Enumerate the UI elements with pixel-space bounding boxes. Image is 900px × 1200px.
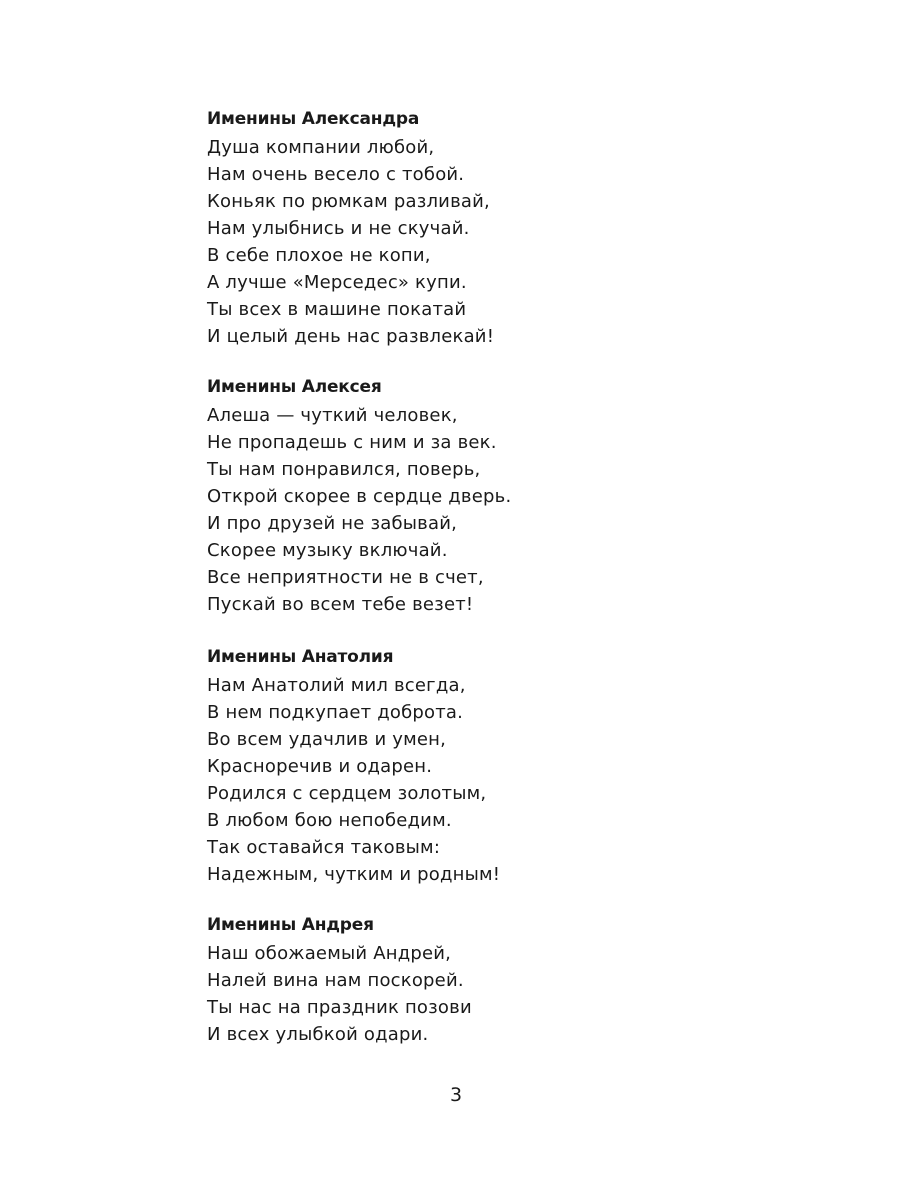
poem-line: Пускай во всем тебе везет!	[207, 594, 474, 615]
poem-line: Родился с сердцем золотым,	[207, 783, 487, 804]
poem-line: Ты нам понравился, поверь,	[207, 459, 481, 480]
poem-line: Нам очень весело с тобой.	[207, 164, 465, 185]
poem-line: Ты всех в машине покатай	[207, 299, 467, 320]
poem-line: Ты нас на праздник позови	[207, 997, 472, 1018]
poem-line: Наш обожаемый Андрей,	[207, 943, 452, 964]
poem-line: И всех улыбкой одари.	[207, 1024, 429, 1045]
poem-title: Именины Андрея	[207, 915, 374, 935]
poem-line: Нам улыбнись и не скучай.	[207, 218, 470, 239]
page-number: 3	[450, 1084, 463, 1106]
poem-title: Именины Александра	[207, 109, 420, 129]
poem-line: А лучше «Мерседес» купи.	[207, 272, 467, 293]
poem-line: Коньяк по рюмкам разливай,	[207, 191, 490, 212]
poem-title: Именины Алексея	[207, 377, 382, 397]
poem-line: В себе плохое не копи,	[207, 245, 431, 266]
poem	[207, 913, 807, 1048]
poem-line: В любом бою непобедим.	[207, 810, 452, 831]
poem-line: Красноречив и одарен.	[207, 756, 433, 777]
poem-line: Во всем удачлив и умен,	[207, 729, 447, 750]
poem-line: Все неприятности не в счет,	[207, 567, 484, 588]
poem-line: И целый день нас развлекай!	[207, 326, 495, 347]
poem-line: Нам Анатолий мил всегда,	[207, 675, 466, 696]
poem	[207, 375, 807, 618]
poem-line: Так оставайся таковым:	[207, 837, 441, 858]
poem	[207, 645, 807, 888]
poem-line: Надежным, чутким и родным!	[207, 864, 501, 885]
poem-line: Алеша — чуткий человек,	[207, 405, 458, 426]
poem-line: Налей вина нам поскорей.	[207, 970, 464, 991]
poem-line: Душа компании любой,	[207, 137, 435, 158]
poem-line: В нем подкупает доброта.	[207, 702, 464, 723]
poem-title: Именины Анатолия	[207, 647, 394, 667]
poem-line: Не пропадешь с ним и за век.	[207, 432, 497, 453]
poem	[207, 107, 807, 350]
poem-line: Скорее музыку включай.	[207, 540, 448, 561]
poem-line: И про друзей не забывай,	[207, 513, 458, 534]
poem-line: Открой скорее в сердце дверь.	[207, 486, 512, 507]
